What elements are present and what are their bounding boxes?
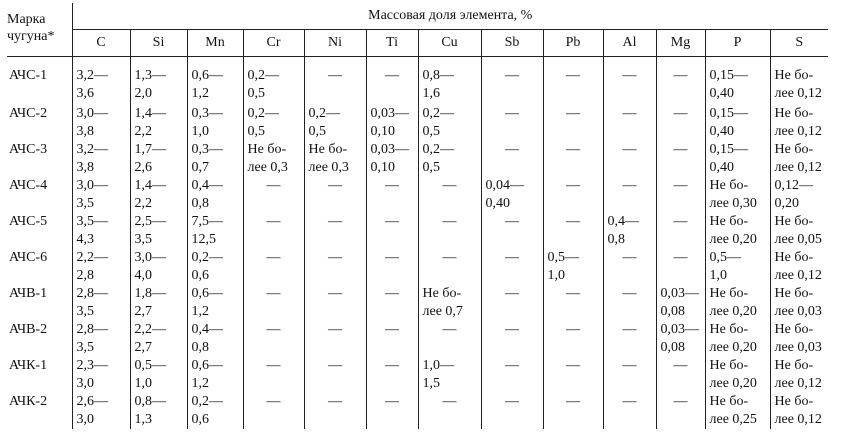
value-cell-mn: 0,2— 0,6: [187, 249, 243, 285]
value-cell-al: —: [603, 357, 656, 393]
grade-cell: АЧВ-2: [9, 322, 48, 337]
value-cell-p: 0,15— 0,40: [705, 105, 770, 141]
value-cell-cr: —: [243, 213, 304, 249]
element-header-al: Al: [603, 30, 656, 57]
value-cell-s: Не бо- лее 0,03: [770, 285, 828, 321]
value-cell-si: 1,3— 2,0: [130, 57, 187, 106]
value-cell-al: 0,4— 0,8: [603, 213, 656, 249]
table-body: [7, 57, 828, 430]
value-cell-cu: —: [418, 213, 481, 249]
value-cell-pb: —: [543, 393, 603, 429]
table-row: [7, 357, 828, 393]
value-cell-ni: —: [304, 285, 366, 321]
value-cell-pb: —: [543, 213, 603, 249]
value-cell-c: 3,0— 3,8: [72, 105, 130, 141]
value-cell-s: Не бо- лее 0,12: [770, 249, 828, 285]
value-cell-mn: 0,6— 1,2: [187, 357, 243, 393]
value-cell-sb: —: [481, 393, 543, 429]
composition-table: [7, 3, 828, 429]
value-cell-ti: —: [366, 213, 418, 249]
value-cell-s: Не бо- лее 0,03: [770, 321, 828, 357]
value-cell-p: Не бо- лее 0,20: [705, 321, 770, 357]
value-cell-ni: —: [304, 393, 366, 429]
value-cell-cr: —: [243, 321, 304, 357]
table-row: [7, 285, 828, 321]
element-header-s: S: [770, 30, 828, 57]
mass-fraction-header: Массовая доля элемента, %: [72, 3, 828, 30]
value-cell-al: —: [603, 141, 656, 177]
value-cell-mg: —: [656, 177, 705, 213]
value-cell-pb: —: [543, 105, 603, 141]
value-cell-cr: Не бо- лее 0,3: [243, 141, 304, 177]
grade-column-header: Марка чугуна*: [7, 3, 72, 57]
value-cell-ni: 0,2— 0,5: [304, 105, 366, 141]
value-cell-ti: —: [366, 285, 418, 321]
value-cell-pb: —: [543, 357, 603, 393]
value-cell-sb: 0,04— 0,40: [481, 177, 543, 213]
value-cell-s: 0,12— 0,20: [770, 177, 828, 213]
value-cell-mg: —: [656, 393, 705, 429]
value-cell-s: Не бо- лее 0,05: [770, 213, 828, 249]
value-cell-mn: 0,4— 0,8: [187, 321, 243, 357]
value-cell-al: —: [603, 57, 656, 106]
element-header-cr: Cr: [243, 30, 304, 57]
value-cell-si: 0,8— 1,3: [130, 393, 187, 429]
value-cell-c: 3,2— 3,8: [72, 141, 130, 177]
value-cell-mg: —: [656, 57, 705, 106]
value-cell-sb: —: [481, 357, 543, 393]
value-cell-p: 0,5— 1,0: [705, 249, 770, 285]
value-cell-ti: 0,03— 0,10: [366, 105, 418, 141]
value-cell-p: Не бо- лее 0,25: [705, 393, 770, 429]
grade-cell: АЧК-2: [9, 394, 48, 409]
value-cell-mg: —: [656, 357, 705, 393]
value-cell-cu: Не бо- лее 0,7: [418, 285, 481, 321]
value-cell-s: Не бо- лее 0,12: [770, 57, 828, 106]
value-cell-mg: —: [656, 213, 705, 249]
value-cell-p: 0,15— 0,40: [705, 57, 770, 106]
value-cell-c: 2,8— 3,5: [72, 285, 130, 321]
value-cell-al: —: [603, 249, 656, 285]
grade-cell: АЧС-3: [9, 142, 48, 157]
value-cell-cr: —: [243, 393, 304, 429]
value-cell-mn: 0,2— 0,6: [187, 393, 243, 429]
value-cell-pb: —: [543, 57, 603, 106]
value-cell-pb: —: [543, 321, 603, 357]
table-row: [7, 105, 828, 141]
value-cell-c: 3,2— 3,6: [72, 57, 130, 106]
value-cell-c: 3,0— 3,5: [72, 177, 130, 213]
value-cell-cu: 1,0— 1,5: [418, 357, 481, 393]
value-cell-si: 1,4— 2,2: [130, 177, 187, 213]
grade-cell: АЧС-5: [9, 214, 48, 229]
value-cell-cr: 0,2— 0,5: [243, 105, 304, 141]
value-cell-ni: —: [304, 57, 366, 106]
value-cell-s: Не бо- лее 0,12: [770, 393, 828, 429]
table-row: [7, 321, 828, 357]
value-cell-mg: 0,03— 0,08: [656, 285, 705, 321]
value-cell-si: 2,5— 3,5: [130, 213, 187, 249]
value-cell-sb: —: [481, 285, 543, 321]
value-cell-mn: 0,3— 0,7: [187, 141, 243, 177]
element-header-p: P: [705, 30, 770, 57]
value-cell-si: 1,8— 2,7: [130, 285, 187, 321]
value-cell-sb: —: [481, 321, 543, 357]
value-cell-ti: —: [366, 393, 418, 429]
element-header-cu: Cu: [418, 30, 481, 57]
value-cell-cu: —: [418, 249, 481, 285]
table-row: [7, 177, 828, 213]
value-cell-c: 2,3— 3,0: [72, 357, 130, 393]
element-header-si: Si: [130, 30, 187, 57]
element-header-ni: Ni: [304, 30, 366, 57]
value-cell-ni: —: [304, 357, 366, 393]
value-cell-ti: —: [366, 321, 418, 357]
value-cell-ti: —: [366, 357, 418, 393]
grade-cell: АЧС-2: [9, 106, 48, 121]
grade-cell: АЧК-1: [9, 358, 48, 373]
value-cell-p: Не бо- лее 0,30: [705, 177, 770, 213]
value-cell-al: —: [603, 393, 656, 429]
value-cell-sb: —: [481, 57, 543, 106]
value-cell-c: 2,8— 3,5: [72, 321, 130, 357]
element-header-mn: Mn: [187, 30, 243, 57]
value-cell-mn: 0,4— 0,8: [187, 177, 243, 213]
element-header-row: [7, 30, 828, 57]
element-header-pb: Pb: [543, 30, 603, 57]
value-cell-p: Не бо- лее 0,20: [705, 285, 770, 321]
value-cell-cu: 0,2— 0,5: [418, 105, 481, 141]
value-cell-ni: —: [304, 321, 366, 357]
value-cell-c: 2,2— 2,8: [72, 249, 130, 285]
value-cell-p: Не бо- лее 0,20: [705, 213, 770, 249]
table-row: [7, 249, 828, 285]
value-cell-cr: —: [243, 249, 304, 285]
table-row: [7, 393, 828, 429]
grade-cell: АЧС-6: [9, 250, 48, 265]
value-cell-s: Не бо- лее 0,12: [770, 141, 828, 177]
value-cell-sb: —: [481, 141, 543, 177]
value-cell-ni: Не бо- лее 0,3: [304, 141, 366, 177]
value-cell-ti: —: [366, 249, 418, 285]
value-cell-ti: 0,03— 0,10: [366, 141, 418, 177]
value-cell-cu: —: [418, 177, 481, 213]
value-cell-mn: 7,5— 12,5: [187, 213, 243, 249]
value-cell-si: 1,7— 2,6: [130, 141, 187, 177]
header-row-super: [7, 3, 828, 30]
value-cell-sb: —: [481, 105, 543, 141]
value-cell-ni: —: [304, 177, 366, 213]
element-header-sb: Sb: [481, 30, 543, 57]
element-header-ti: Ti: [366, 30, 418, 57]
value-cell-si: 1,4— 2,2: [130, 105, 187, 141]
value-cell-ni: —: [304, 213, 366, 249]
value-cell-cu: —: [418, 321, 481, 357]
value-cell-p: Не бо- лее 0,20: [705, 357, 770, 393]
value-cell-pb: —: [543, 141, 603, 177]
value-cell-mn: 0,6— 1,2: [187, 57, 243, 106]
element-header-c: C: [72, 30, 130, 57]
value-cell-sb: —: [481, 213, 543, 249]
grade-cell: АЧВ-1: [9, 286, 48, 301]
value-cell-cr: 0,2— 0,5: [243, 57, 304, 106]
element-header-mg: Mg: [656, 30, 705, 57]
value-cell-pb: —: [543, 285, 603, 321]
value-cell-al: —: [603, 285, 656, 321]
value-cell-mg: —: [656, 105, 705, 141]
value-cell-si: 3,0— 4,0: [130, 249, 187, 285]
value-cell-ti: —: [366, 177, 418, 213]
value-cell-cu: 0,8— 1,6: [418, 57, 481, 106]
value-cell-s: Не бо- лее 0,12: [770, 357, 828, 393]
value-cell-pb: —: [543, 177, 603, 213]
value-cell-al: —: [603, 321, 656, 357]
value-cell-p: 0,15— 0,40: [705, 141, 770, 177]
value-cell-ni: —: [304, 249, 366, 285]
value-cell-cu: 0,2— 0,5: [418, 141, 481, 177]
table-row: [7, 213, 828, 249]
value-cell-cr: —: [243, 177, 304, 213]
value-cell-mg: 0,03— 0,08: [656, 321, 705, 357]
value-cell-c: 3,5— 4,3: [72, 213, 130, 249]
value-cell-s: Не бо- лее 0,12: [770, 105, 828, 141]
table-row: [7, 141, 828, 177]
value-cell-al: —: [603, 105, 656, 141]
value-cell-cr: —: [243, 357, 304, 393]
value-cell-mn: 0,6— 1,2: [187, 285, 243, 321]
grade-cell: АЧС-4: [9, 178, 48, 193]
value-cell-al: —: [603, 177, 656, 213]
value-cell-sb: —: [481, 249, 543, 285]
table-row: [7, 57, 828, 106]
value-cell-si: 2,2— 2,7: [130, 321, 187, 357]
value-cell-ti: —: [366, 57, 418, 106]
grade-cell: АЧС-1: [9, 68, 48, 83]
value-cell-c: 2,6— 3,0: [72, 393, 130, 429]
value-cell-mg: —: [656, 141, 705, 177]
value-cell-pb: 0,5— 1,0: [543, 249, 603, 285]
value-cell-mg: —: [656, 249, 705, 285]
value-cell-cu: —: [418, 393, 481, 429]
value-cell-cr: —: [243, 285, 304, 321]
value-cell-si: 0,5— 1,0: [130, 357, 187, 393]
value-cell-mn: 0,3— 1,0: [187, 105, 243, 141]
